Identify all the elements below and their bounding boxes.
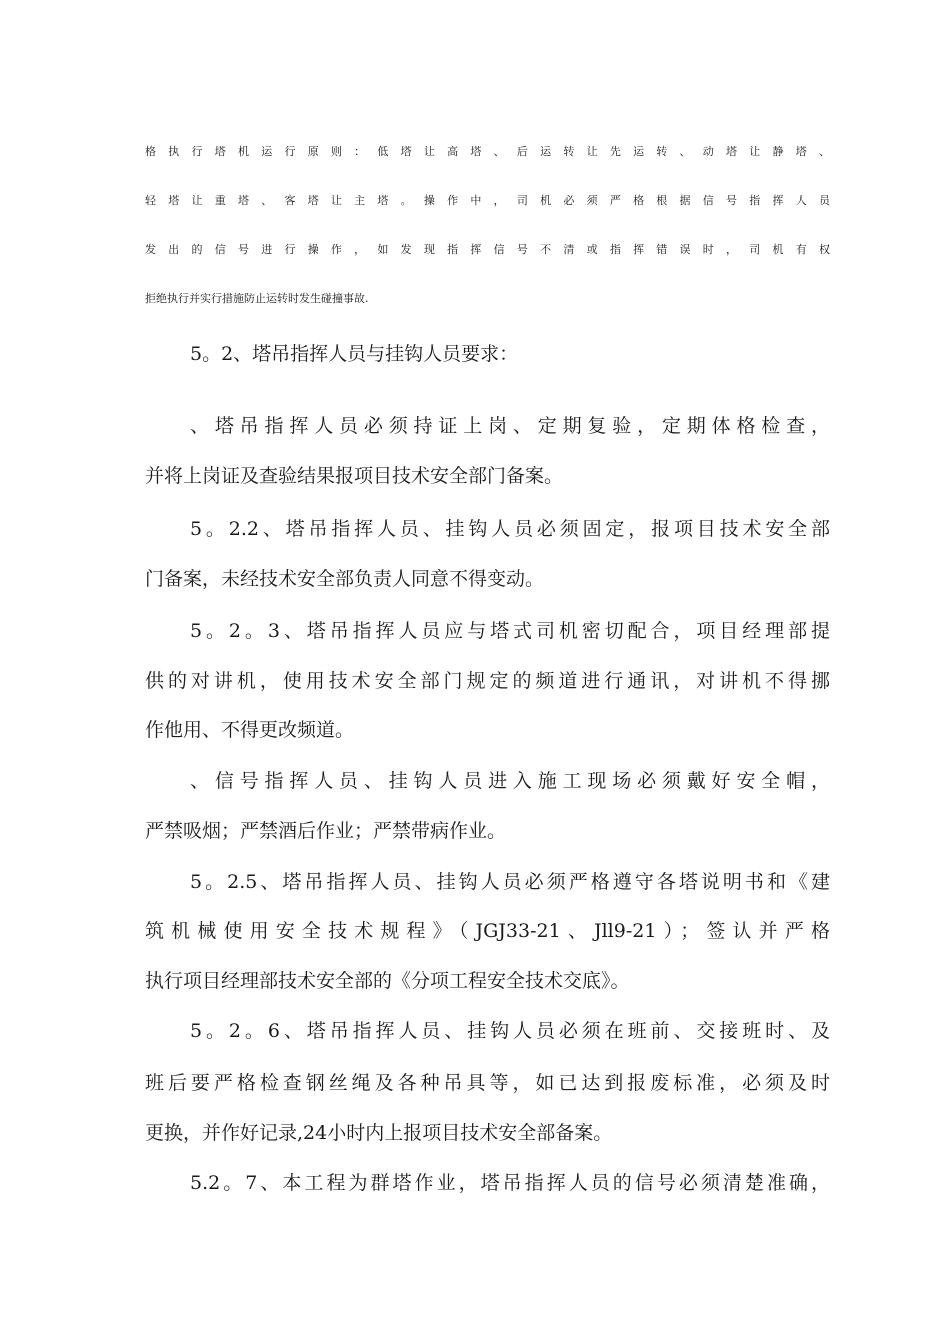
paragraph-line: 5。2.5、塔吊指挥人员、挂钩人员必须严格遵守各塔说明书和《建 bbox=[190, 871, 830, 893]
paragraph-line: 作他用、不得更改频道。 bbox=[145, 719, 355, 741]
paragraph-line: 严禁吸烟；严禁酒后作业；严禁带病作业。 bbox=[145, 820, 507, 842]
paragraph-line: 班后要严格检查钢丝绳及各种吊具等，如已达到报废标准，必须及时 bbox=[145, 1072, 830, 1094]
paragraph-line: 5。2。3、塔吊指挥人员应与塔式司机密切配合，项目经理部提 bbox=[190, 620, 830, 642]
text-line: 拒绝执行并实行措施防止运转时发生碰撞事故. bbox=[145, 292, 369, 305]
section-heading: 5。2、塔吊指挥人员与挂钩人员要求： bbox=[190, 343, 519, 365]
paragraph-line: 5。2。6、塔吊指挥人员、挂钩人员必须在班前、交接班时、及 bbox=[190, 1020, 830, 1042]
paragraph-line: 5.2。7、本工程为群塔作业，塔吊指挥人员的信号必须清楚准确， bbox=[190, 1172, 830, 1194]
text-line: 格执行塔机运行原则：低塔让高塔、后运转让先运转、动塔让静塔、 bbox=[145, 145, 830, 158]
paragraph-line: 供的对讲机，使用技术安全部门规定的频道进行通讯，对讲机不得挪 bbox=[145, 670, 830, 692]
paragraph-line: 、塔吊指挥人员必须持证上岗、定期复验，定期体格检查， bbox=[190, 415, 830, 437]
text-line: 轻塔让重塔、客塔让主塔。操作中，司机必须严格根据信号指挥人员 bbox=[145, 194, 830, 207]
paragraph-line: 5。2.2、塔吊指挥人员、挂钩人员必须固定，报项目技术安全部 bbox=[190, 518, 830, 540]
paragraph-line: 、信号指挥人员、挂钩人员进入施工现场必须戴好安全帽， bbox=[190, 770, 830, 792]
paragraph-line: 更换，并作好记录,24小时内上报项目技术安全部备案。 bbox=[145, 1122, 613, 1144]
paragraph-line: 并将上岗证及查验结果报项目技术安全部门备案。 bbox=[145, 465, 564, 487]
paragraph-line: 门备案，未经技术安全部负责人同意不得变动。 bbox=[145, 568, 545, 590]
paragraph-line: 筑机械使用安全技术规程》（JGJ33-21、Jll9-21）；签认并严格 bbox=[145, 920, 830, 942]
paragraph-line: 执行项目经理部技术安全部的《分项工程安全技术交底》。 bbox=[145, 970, 630, 992]
text-line: 发出的信号进行操作，如发现指挥信号不清或指挥错误时，司机有权 bbox=[145, 243, 830, 256]
